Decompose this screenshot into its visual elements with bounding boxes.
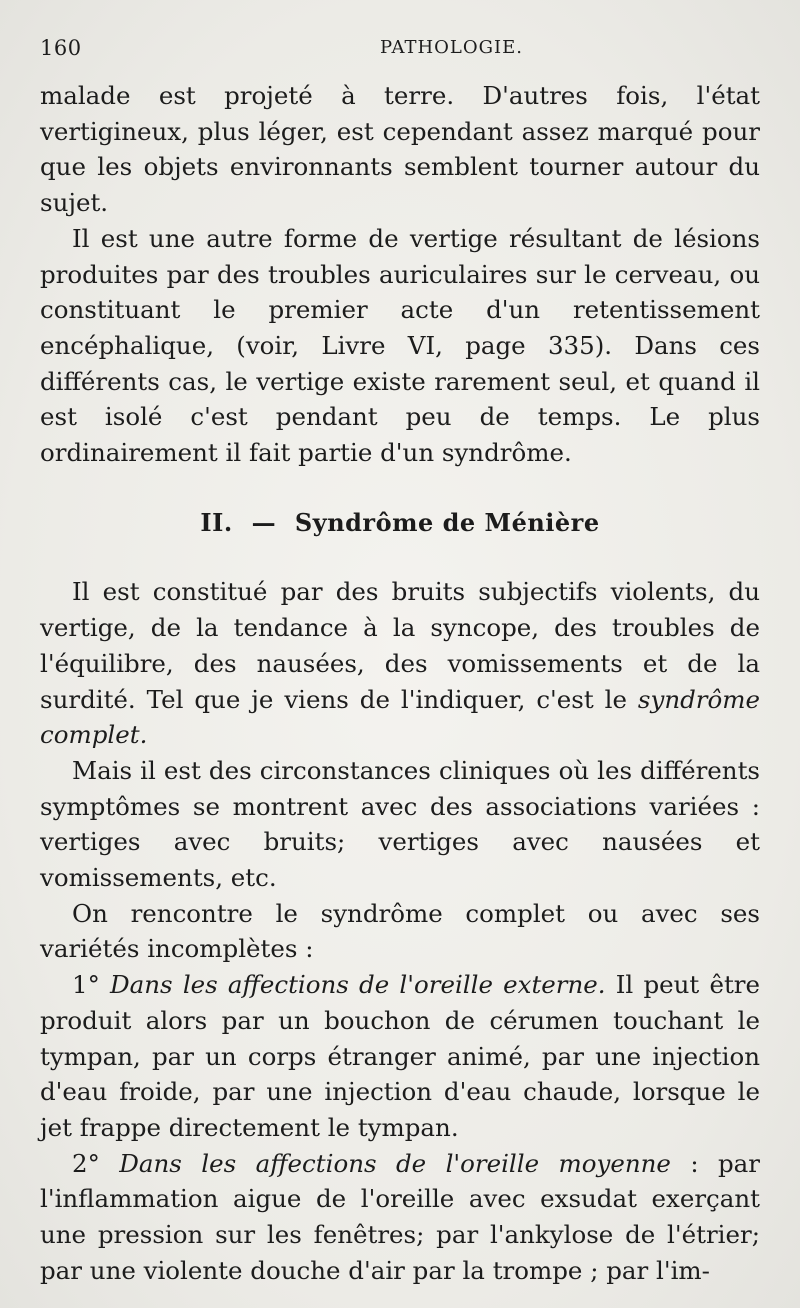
section-dash: — [251,507,277,537]
section-number: II. [200,507,233,537]
paragraph-oreille-moyenne [40,1146,760,1289]
item-number-1: 1° [72,970,100,1000]
item-title-1: Dans les affections de l'oreille externe. [110,970,606,1000]
paragraph-definition-emphasis: syndrôme complet. [40,684,760,750]
item-title-2: Dans les affections de l'oreille moyenne [119,1148,671,1178]
paragraph-definition [40,574,760,753]
section-heading [40,505,760,541]
paragraph-vertige-forme: Il est une autre forme de vertige résultant de lésions produites par des troubles auriculaires sur le cerveau, ou constituant le premier acte d'un retentissement encéphalique, (voir, Livre VI, page 335). Dans ces différents cas, le vertige existe rarement seul, et quand il est isolé c'est pendant peu de temps. Le plus ordinairement il fait partie d'un syndrôme. [40,223,760,468]
paragraph-rencontre: On rencontre le syndrôme complet ou avec ses variétés incomplètes : [40,898,760,964]
paragraph-oreille-externe [40,967,760,1146]
item-text-1: Il peut être produit alors par un bouchon de cérumen touchant le tympan, par un corps étranger animé, par une injection d'eau froide, par une injection d'eau chaude, lorsque le jet frappe directement le tympan. [40,970,760,1142]
paragraph-continued: malade est projeté à terre. D'autres fois, l'état vertigineux, plus léger, est cependant assez marqué pour que les objets environnants semblent tourner autour du sujet. [40,81,760,218]
section-title: Syndrôme de Ménière [294,507,600,537]
paragraph-circonstances: Mais il est des circonstances cliniques où les différents symptômes se montrent avec des associations variées : vertiges avec bruits; vertiges avec nausées et vomissements, etc. [40,755,760,893]
running-title: PATHOLOGIE. [380,37,523,58]
running-head [40,36,760,62]
body-text [40,78,760,1289]
item-text-2: : par l'inflammation aigue de l'oreille avec exsudat exerçant une pression sur les fenêtres; par l'ankylose de l'étrier; par une violente douche d'air par la trompe ; par l'im- [40,1148,760,1285]
item-number-2: 2° [72,1148,100,1178]
page-number: 160 [40,36,82,60]
paragraph-definition-text: Il est constitué par des bruits subjectifs violents, du vertige, de la tendance à la syncope, des troubles de l'équilibre, des nausées, des vomissements et de la surdité. Tel que je viens de l'indiquer, c'est le [40,577,760,714]
